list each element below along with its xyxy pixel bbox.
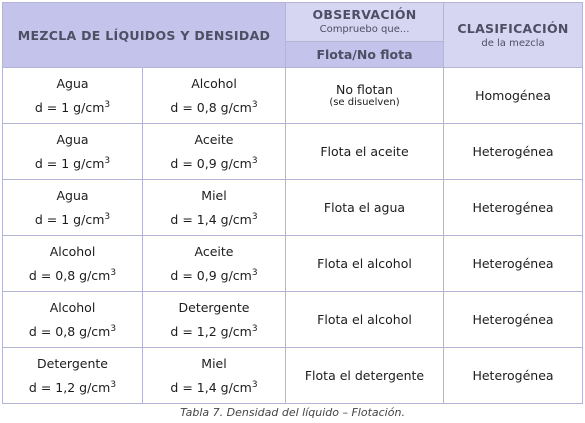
observation-text: Flota el detergente	[304, 368, 425, 383]
classification-cell: Heterogénea	[444, 292, 583, 348]
liquid-1-cell	[3, 236, 143, 292]
liquid-2-name: Aceite	[194, 243, 234, 259]
observation-cell	[286, 292, 444, 348]
unit-exponent: 3	[251, 379, 258, 390]
liquid-1-density-value: d = 1	[34, 211, 70, 227]
liquid-1-cell	[3, 348, 143, 404]
liquid-2-name: Detergente	[178, 299, 250, 315]
observation-text: No flotan	[336, 82, 393, 97]
liquid-1-cell	[3, 124, 143, 180]
observacion-title: OBSERVACIÓN	[312, 7, 417, 23]
density-unit: g/cm	[220, 267, 252, 283]
liquid-2-density	[143, 268, 285, 284]
liquid-2-density-value: d = 0,9	[170, 155, 217, 171]
liquid-2-density-value: d = 0,8	[170, 99, 217, 115]
density-unit: g/cm	[79, 323, 111, 339]
unit-exponent: 3	[110, 267, 117, 278]
liquid-1-density	[3, 268, 142, 284]
density-unit: g/cm	[79, 267, 111, 283]
header-mezcla: MEZCLA DE LÍQUIDOS Y DENSIDAD	[3, 3, 286, 68]
density-unit: g/cm	[73, 155, 105, 171]
liquid-2-density	[143, 100, 285, 116]
table-row	[3, 68, 583, 124]
observation-cell	[286, 124, 444, 180]
liquid-1-name: Agua	[56, 131, 89, 147]
liquid-2-density	[143, 156, 285, 172]
header-clasificacion	[444, 3, 583, 68]
liquid-2-cell	[143, 348, 286, 404]
liquid-1-density-value: d = 0,8	[28, 267, 76, 283]
density-unit: g/cm	[73, 211, 105, 227]
unit-exponent: 3	[251, 323, 258, 334]
header-flota: Flota/No flota	[286, 41, 444, 67]
liquid-2-cell	[143, 180, 286, 236]
liquid-2-density-value: d = 1,2	[170, 323, 217, 339]
density-unit: g/cm	[220, 99, 252, 115]
observation-cell	[286, 348, 444, 404]
liquid-1-name: Agua	[56, 75, 89, 91]
liquid-2-density	[143, 212, 285, 228]
clasificacion-title: CLASIFICACIÓN	[457, 20, 569, 36]
liquid-1-density	[3, 324, 142, 340]
observacion-subtitle: Compruebo que...	[319, 24, 410, 36]
liquid-1-density	[3, 100, 142, 116]
liquid-2-cell	[143, 236, 286, 292]
liquid-2-density	[143, 380, 285, 396]
observation-text: Flota el agua	[323, 200, 406, 215]
liquid-2-density-value: d = 0,9	[170, 267, 217, 283]
table-body	[3, 68, 583, 404]
classification-cell: Homogénea	[444, 68, 583, 124]
liquid-2-density-value: d = 1,4	[170, 211, 217, 227]
classification-cell: Heterogénea	[444, 348, 583, 404]
density-unit: g/cm	[220, 155, 252, 171]
liquid-1-cell	[3, 68, 143, 124]
density-unit: g/cm	[220, 323, 252, 339]
classification-cell: Heterogénea	[444, 236, 583, 292]
liquid-1-cell	[3, 292, 143, 348]
observation-note: (se disuelven)	[329, 97, 400, 108]
unit-exponent: 3	[251, 155, 258, 166]
liquid-1-density-value: d = 1,2	[28, 379, 76, 395]
liquid-1-density	[3, 212, 142, 228]
liquid-2-name: Miel	[201, 187, 227, 203]
liquid-1-name: Alcohol	[49, 299, 96, 315]
density-table	[2, 2, 583, 404]
unit-exponent: 3	[251, 267, 258, 278]
observation-cell	[286, 236, 444, 292]
liquid-2-density-value: d = 1,4	[170, 379, 217, 395]
liquid-2-cell	[143, 68, 286, 124]
liquid-1-name: Alcohol	[49, 243, 96, 259]
observation-cell	[286, 180, 444, 236]
liquid-2-density	[143, 324, 285, 340]
liquid-2-cell	[143, 124, 286, 180]
liquid-1-name: Agua	[56, 187, 89, 203]
clasificacion-subtitle: de la mezcla	[481, 37, 545, 49]
observation-text: Flota el aceite	[320, 144, 409, 159]
unit-exponent: 3	[104, 155, 111, 166]
liquid-1-density-value: d = 0,8	[28, 323, 76, 339]
unit-exponent: 3	[110, 323, 117, 334]
density-unit: g/cm	[79, 379, 111, 395]
liquid-1-density-value: d = 1	[34, 155, 70, 171]
unit-exponent: 3	[104, 99, 111, 110]
unit-exponent: 3	[251, 211, 258, 222]
liquid-1-cell	[3, 180, 143, 236]
unit-exponent: 3	[104, 211, 111, 222]
unit-exponent: 3	[110, 379, 117, 390]
unit-exponent: 3	[251, 99, 258, 110]
density-unit: g/cm	[73, 99, 105, 115]
table-row	[3, 180, 583, 236]
density-unit: g/cm	[220, 379, 252, 395]
liquid-1-density	[3, 380, 142, 396]
density-unit: g/cm	[220, 211, 252, 227]
table-row	[3, 124, 583, 180]
table-row	[3, 348, 583, 404]
liquid-1-density	[3, 156, 142, 172]
table-row	[3, 292, 583, 348]
classification-cell: Heterogénea	[444, 124, 583, 180]
observation-cell	[286, 68, 444, 124]
header-observacion	[286, 3, 444, 42]
liquid-1-density-value: d = 1	[34, 99, 70, 115]
classification-cell: Heterogénea	[444, 180, 583, 236]
liquid-2-cell	[143, 292, 286, 348]
table-row	[3, 236, 583, 292]
observation-text: Flota el alcohol	[317, 256, 412, 271]
liquid-2-name: Alcohol	[191, 75, 237, 91]
table-caption: Tabla 7. Densidad del líquido – Flotación.	[180, 406, 405, 419]
liquid-1-name: Detergente	[37, 355, 108, 371]
liquid-2-name: Aceite	[194, 131, 234, 147]
liquid-2-name: Miel	[201, 355, 227, 371]
observation-text: Flota el alcohol	[317, 312, 412, 327]
